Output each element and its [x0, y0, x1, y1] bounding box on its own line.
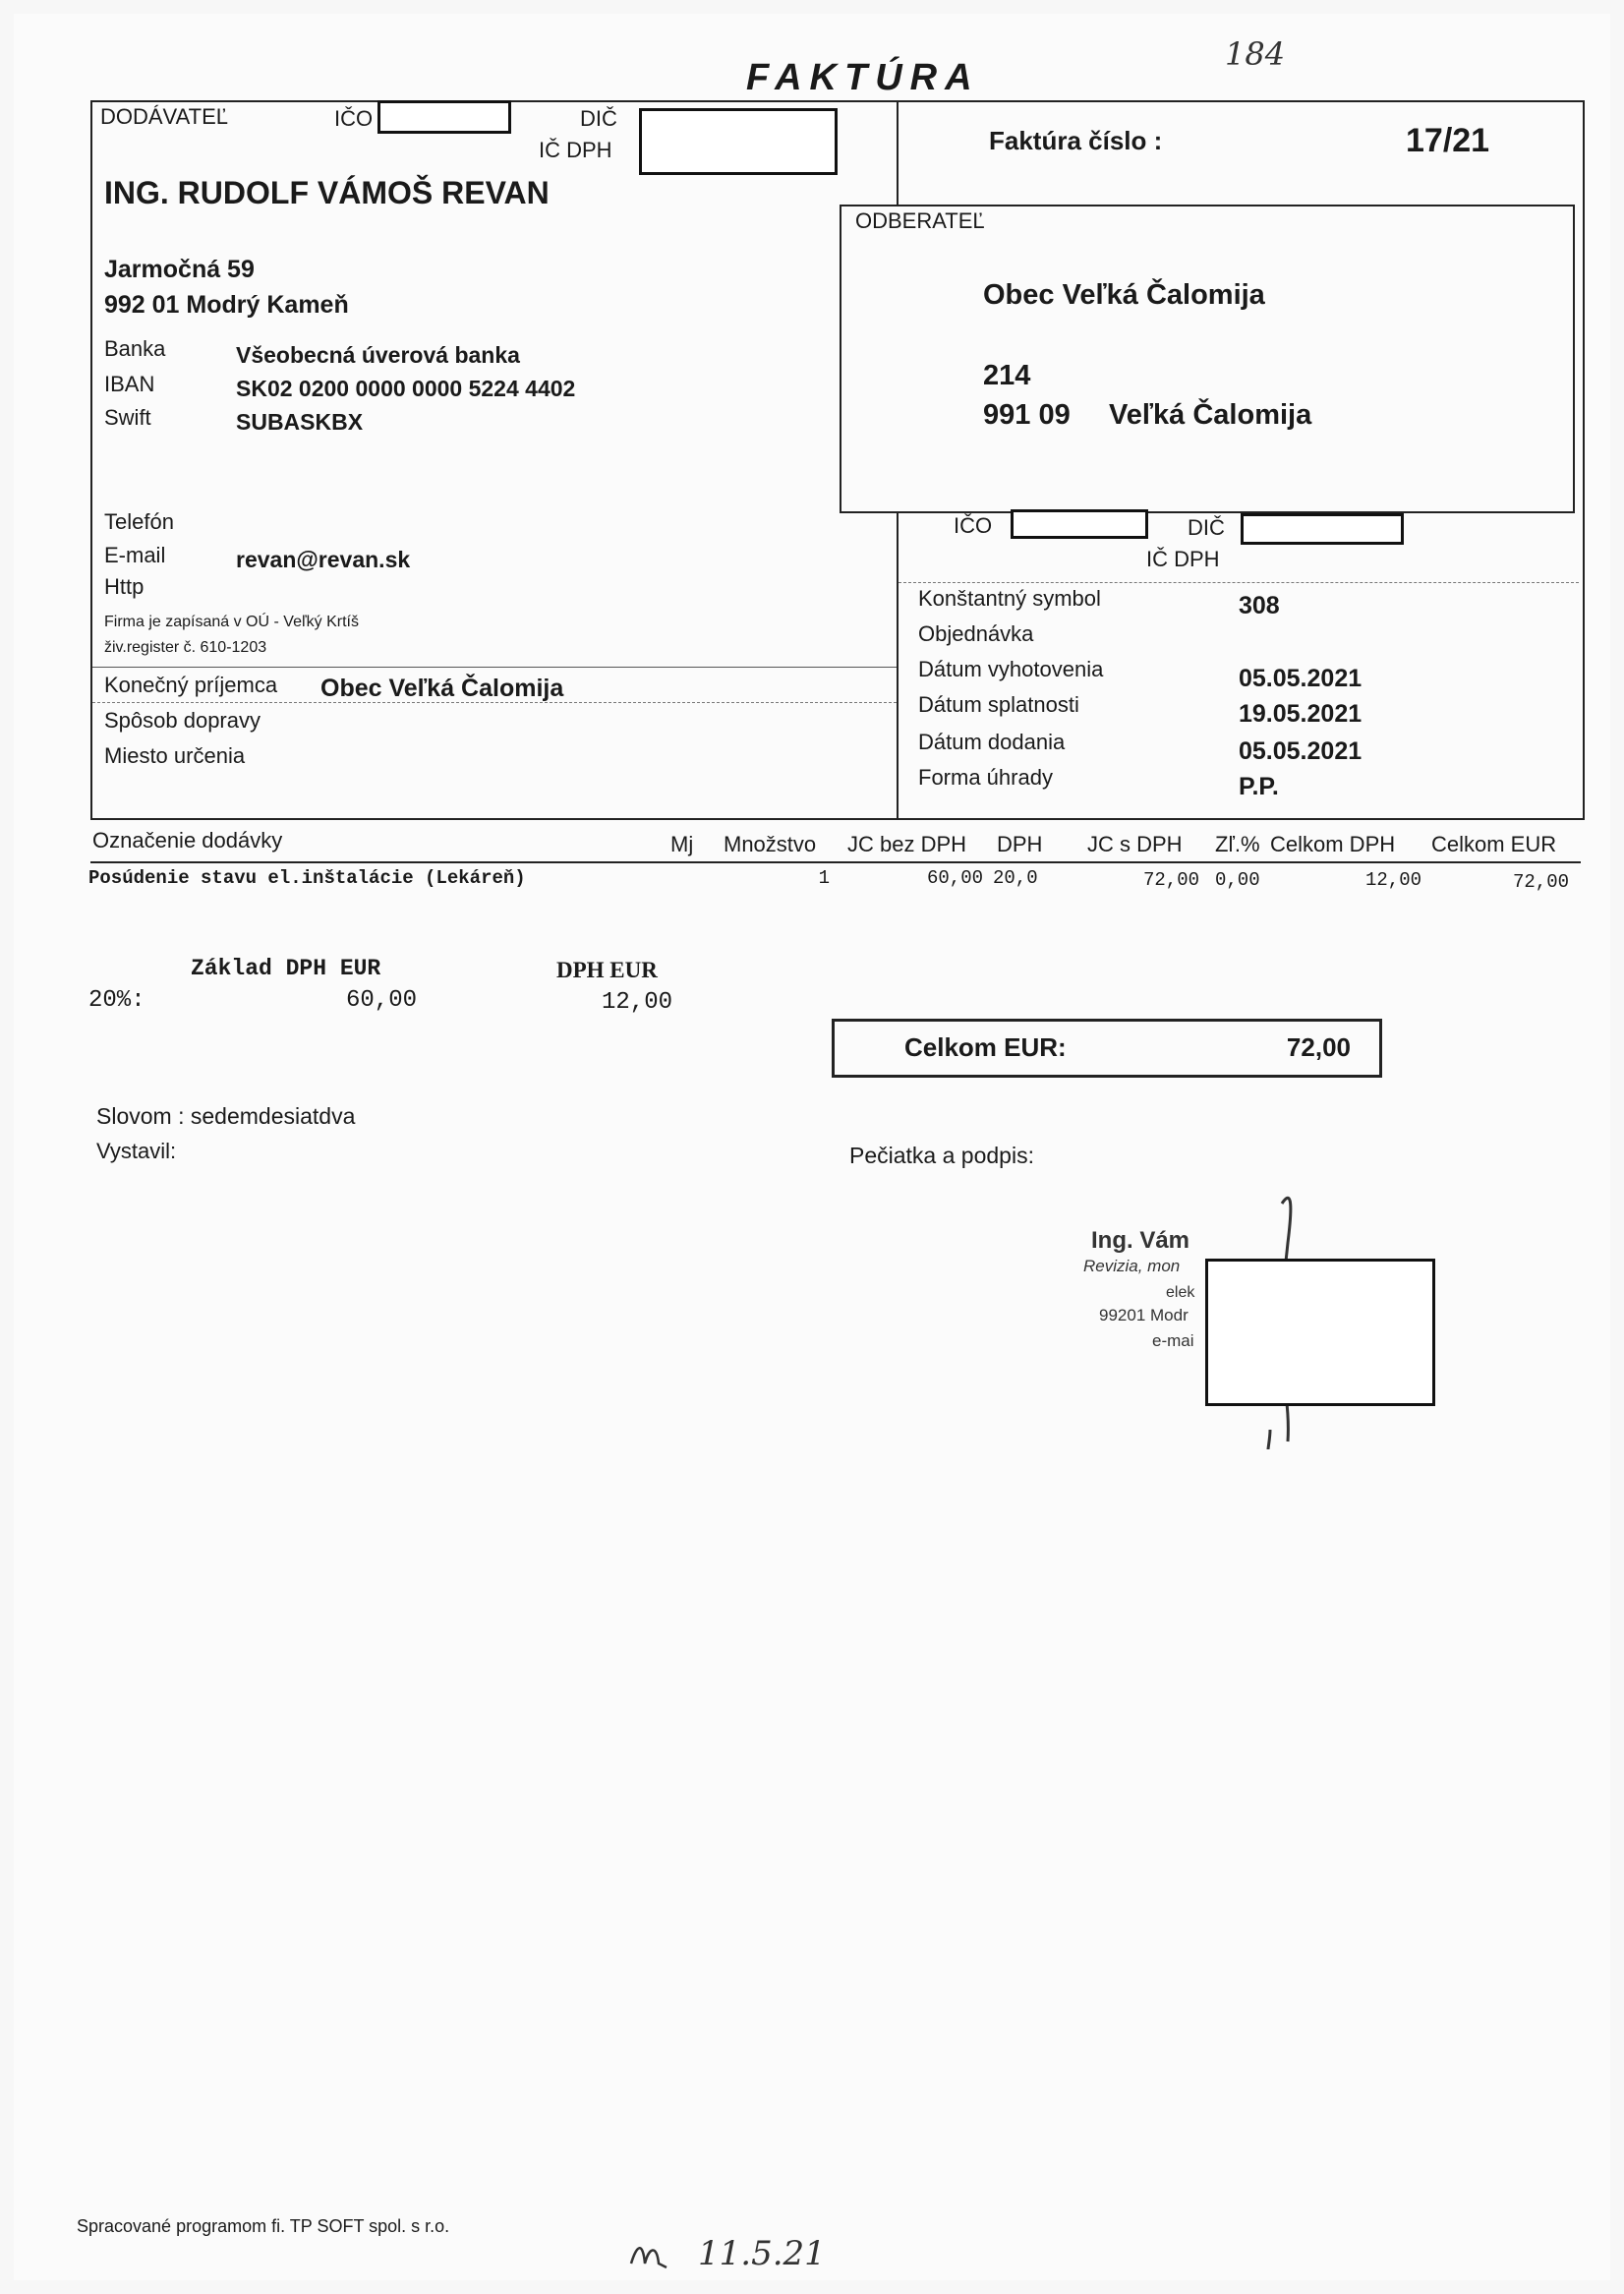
transport-label: Spôsob dopravy — [104, 708, 261, 733]
col-header-mj: Mj — [670, 832, 694, 856]
customer-street: 214 — [983, 360, 1031, 391]
vat-base-value: 60,00 — [345, 987, 417, 1014]
register-line1: Firma je zapísaná v OÚ - Veľký Krtíš — [104, 614, 359, 630]
stamp-line3: elek — [1166, 1284, 1195, 1301]
invoice-title: FAKTÚRA — [746, 57, 980, 98]
redacted-customer-dic — [1241, 513, 1404, 545]
final-recipient-label: Konečný príjemca — [104, 673, 278, 697]
http-label: Http — [104, 574, 145, 599]
customer-name: Obec Veľká Čalomija — [983, 279, 1265, 311]
supplier-dic-label: DIČ — [580, 106, 617, 131]
total-value: 72,00 — [1286, 1032, 1351, 1062]
col-header-zl: Zľ.% — [1215, 832, 1260, 856]
stamp-line4: 99201 Modr — [1099, 1306, 1189, 1324]
customer-icdph-label: IČ DPH — [1146, 547, 1220, 571]
stamp-line1: Ing. Vám — [1091, 1227, 1190, 1254]
iban-value: SK02 0200 0000 0000 5224 4402 — [236, 376, 576, 401]
phone-label: Telefón — [104, 509, 174, 534]
initials-mark — [623, 2234, 682, 2273]
detail-value-5: P.P. — [1239, 773, 1279, 800]
handwritten-initials — [623, 2234, 682, 2282]
customer-header: ODBERATEĽ — [855, 208, 985, 233]
detail-label-0: Konštantný symbol — [918, 586, 1101, 611]
item-jc-bez: 60,00 — [926, 867, 983, 889]
detail-value-0: 308 — [1239, 592, 1280, 619]
item-qty: 1 — [818, 867, 830, 889]
item-zl: 0,00 — [1215, 869, 1260, 891]
item-jc-s: 72,00 — [1142, 869, 1199, 891]
detail-label-4: Dátum dodania — [918, 730, 1066, 754]
handwritten-date: 11.5.21 — [698, 2234, 826, 2273]
redacted-stamp — [1205, 1259, 1435, 1406]
footer-software: Spracované programom fi. TP SOFT spol. s r.o. — [77, 2216, 450, 2236]
detail-value-4: 05.05.2021 — [1239, 737, 1363, 765]
vat-amount-value: 12,00 — [601, 989, 672, 1016]
email-value: revan@revan.sk — [236, 547, 411, 572]
bank-label: Banka — [104, 336, 166, 361]
item-celkom-dph: 12,00 — [1364, 869, 1421, 891]
detail-label-5: Forma úhrady — [918, 765, 1053, 790]
detail-value-3: 19.05.2021 — [1239, 700, 1363, 728]
final-recipient-value: Obec Veľká Čalomija — [320, 675, 564, 702]
vat-amount-label: DPH EUR — [556, 958, 658, 982]
email-label: E-mail — [104, 543, 166, 567]
supplier-icdph-label: IČ DPH — [539, 138, 612, 162]
swift-label: Swift — [104, 405, 151, 430]
total-label: Celkom EUR: — [904, 1032, 1067, 1062]
col-header-dph: DPH — [997, 832, 1043, 856]
supplier-city: 992 01 Modrý Kameň — [104, 291, 349, 319]
redacted-ico — [377, 100, 511, 134]
item-desc: Posúdenie stavu el.inštalácie (Lekáreň) — [88, 867, 526, 889]
col-header-celkom-dph: Celkom DPH — [1270, 832, 1396, 856]
customer-dic-label: DIČ — [1188, 515, 1225, 540]
redacted-customer-ico — [1011, 509, 1148, 539]
redacted-dic — [639, 108, 838, 175]
detail-value-2: 05.05.2021 — [1239, 665, 1363, 692]
col-header-desc: Označenie dodávky — [92, 828, 283, 853]
swift-value: SUBASKBX — [236, 409, 364, 435]
issued-by-label: Vystavil: — [96, 1139, 177, 1163]
item-celkom-eur: 72,00 — [1512, 871, 1569, 893]
customer-city: Veľká Čalomija — [1109, 399, 1312, 431]
invoice-number-value: 17/21 — [1406, 122, 1490, 159]
supplier-street: Jarmočná 59 — [104, 256, 255, 283]
customer-zip: 991 09 — [983, 399, 1071, 431]
detail-label-2: Dátum vyhotovenia — [918, 657, 1104, 681]
iban-label: IBAN — [104, 372, 155, 396]
invoice-page — [14, 14, 1610, 2280]
customer-box — [840, 205, 1575, 513]
col-header-jc-bez: JC bez DPH — [847, 832, 967, 856]
destination-label: Miesto určenia — [104, 743, 246, 768]
customer-ico-label: IČO — [954, 513, 993, 538]
page-number: 184 — [1225, 35, 1286, 73]
supplier-ico-label: IČO — [334, 106, 374, 131]
stamp-label: Pečiatka a podpis: — [849, 1143, 1034, 1168]
supplier-name: ING. RUDOLF VÁMOŠ REVAN — [104, 175, 550, 210]
amount-in-words: Slovom : sedemdesiatdva — [96, 1103, 356, 1129]
bank-value: Všeobecná úverová banka — [236, 342, 520, 368]
invoice-number-label: Faktúra číslo : — [989, 126, 1163, 155]
col-header-celkom-eur: Celkom EUR — [1431, 832, 1557, 856]
vat-base-label: Základ DPH EUR — [191, 956, 381, 981]
col-header-qty: Množstvo — [724, 832, 817, 856]
vat-rate: 20%: — [88, 987, 145, 1014]
supplier-header: DODÁVATEĽ — [100, 104, 228, 129]
item-dph: 20,0 — [993, 867, 1038, 889]
col-header-jc-s: JC s DPH — [1087, 832, 1183, 856]
register-line2: živ.register č. 610-1203 — [104, 639, 267, 656]
detail-label-1: Objednávka — [918, 621, 1034, 646]
stamp-line2: Revizia, mon — [1083, 1257, 1181, 1275]
detail-label-3: Dátum splatnosti — [918, 692, 1079, 717]
stamp-line5: e-mai — [1152, 1331, 1194, 1350]
